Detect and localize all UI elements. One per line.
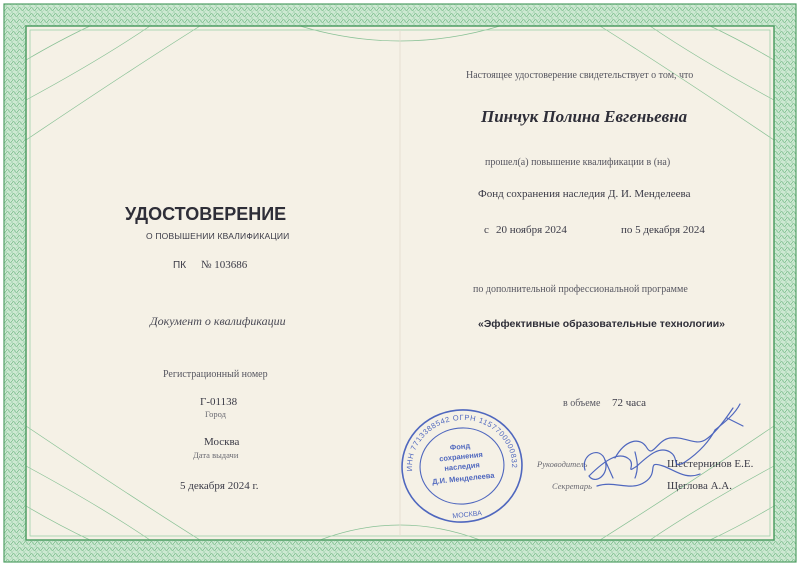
person-name: Пинчук Полина Евгеньевна <box>481 107 688 126</box>
city: Москва <box>204 436 240 448</box>
from-prefix: с <box>484 224 489 236</box>
stamp-line-1: Фонд <box>449 441 471 453</box>
certifies-text: Настоящее удостоверение свидетельствует о том, что <box>466 70 694 81</box>
issue-date: 5 декабря 2024 г. <box>180 480 259 492</box>
certificate-number: № 103686 <box>201 259 248 271</box>
reg-number-label: Регистрационный номер <box>163 369 268 380</box>
stamp-line-4: Д.И. Менделеева <box>431 470 495 487</box>
certificate-title: УДОСТОВЕРЕНИЕ <box>125 204 287 224</box>
program-name: «Эффективные образовательные технологии» <box>478 318 725 330</box>
stamp-ring-text: ИНН 7713388542 ОГРН 1157700000832 <box>404 412 519 472</box>
organization-stamp <box>396 405 528 527</box>
organization: Фонд сохранения наследия Д. И. Менделеева <box>478 188 691 200</box>
stamp-bottom-text: МОСКВА <box>452 510 483 521</box>
stamp-line-3: наследия <box>443 460 481 473</box>
series-label: ПК <box>173 260 187 271</box>
stamp-line-2: сохранения <box>438 449 484 464</box>
volume-value: 72 часа <box>612 397 647 409</box>
issue-date-label: Дата выдачи <box>193 450 239 460</box>
from-date: 20 ноября 2024 <box>496 224 567 236</box>
program-text: по дополнительной профессиональной программе <box>473 284 688 295</box>
passed-text: прошел(а) повышение квалификации в (на) <box>485 157 671 168</box>
handwritten-signatures <box>575 400 750 495</box>
certificate-subtitle: О ПОВЫШЕНИИ КВАЛИФИКАЦИИ <box>146 231 290 241</box>
reg-number: Г-01138 <box>200 396 238 408</box>
head-label: Руководитель <box>537 459 588 469</box>
document-type: Документ о квалификации <box>150 314 286 328</box>
secretary-label: Секретарь <box>552 481 592 491</box>
head-name: Шестернинов Е.Е. <box>667 458 754 470</box>
secretary-name: Щеглова А.А. <box>667 480 732 492</box>
to-date: по 5 декабря 2024 <box>621 224 705 236</box>
city-label: Город <box>205 409 226 419</box>
volume-label: в объеме <box>563 398 601 409</box>
